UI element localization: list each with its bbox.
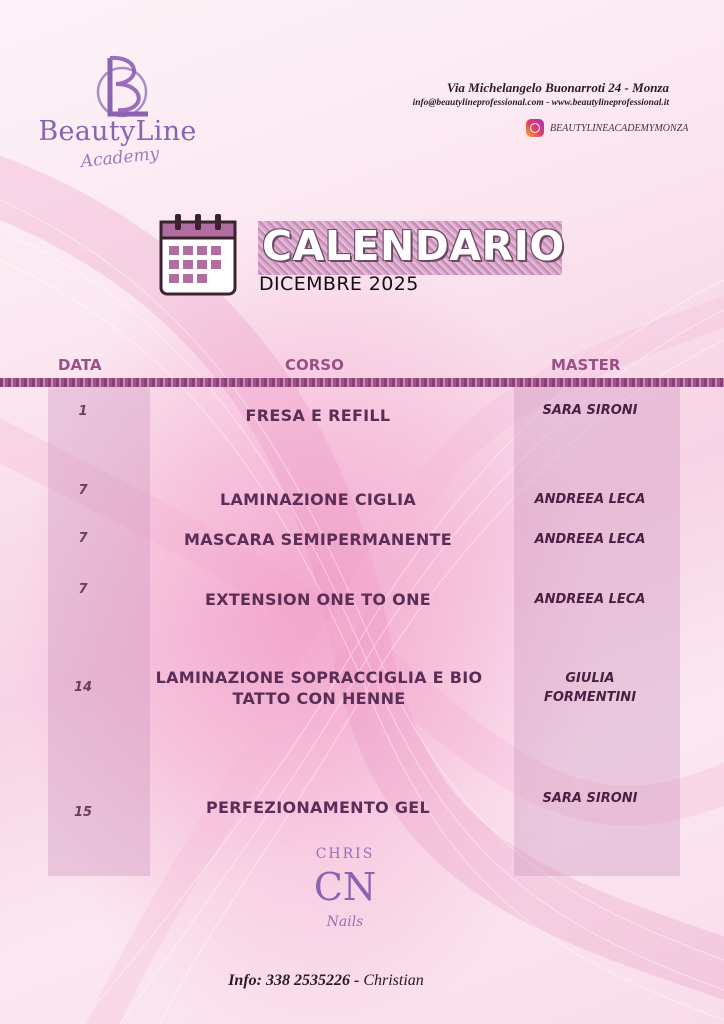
row-5-master: GIULIA FORMENTINI	[543, 671, 637, 705]
row-6-course: PERFEZIONAMENTO GEL	[205, 798, 431, 817]
chris-logo-monogram: CN	[313, 865, 377, 909]
row-3-date: 7	[78, 531, 88, 546]
bl-monogram-icon	[82, 52, 162, 122]
row-3-course: MASCARA SEMIPERMANENTE	[184, 530, 452, 549]
instagram-handle: BEAUTYLINEACADEMYMONZA	[550, 122, 689, 134]
date-column	[48, 387, 150, 876]
header-master: MASTER	[551, 356, 621, 374]
address: Via Michelangelo Buonarroti 24 - Monza	[446, 80, 669, 95]
info-separator: -	[353, 972, 360, 989]
header-date: DATA	[58, 356, 102, 374]
row-4-master: ANDREEA LECA	[534, 592, 646, 607]
row-5-date: 14	[73, 680, 93, 695]
row-2-course: LAMINAZIONE CIGLIA	[219, 490, 417, 509]
row-2-master: ANDREEA LECA	[534, 492, 646, 507]
info-name: Christian	[363, 972, 424, 989]
logo-sub: Academy	[79, 143, 161, 173]
footer-info	[0, 972, 652, 990]
instagram-link[interactable]	[526, 118, 688, 138]
row-3-master: ANDREEA LECA	[534, 532, 646, 547]
chris-logo-top: CHRIS	[315, 846, 375, 862]
month-label: DICEMBRE 2025	[259, 273, 419, 295]
contact-block	[413, 80, 669, 108]
beautyline-logo	[30, 52, 200, 182]
row-6-master: SARA SIRONI	[542, 791, 638, 806]
row-1-master: SARA SIRONI	[542, 403, 638, 418]
calendar-icon	[155, 210, 239, 302]
row-4-course: EXTENSION ONE TO ONE	[204, 590, 432, 609]
row-4-date: 7	[78, 582, 88, 597]
info-phone[interactable]: 338 2535226	[265, 972, 350, 989]
header-divider	[0, 378, 724, 387]
row-1-date: 1	[78, 404, 88, 419]
chris-nails-logo	[300, 840, 390, 940]
info-label: Info:	[228, 972, 262, 989]
email-website[interactable]: info@beautylineprofessional.com - www.beautylineprofessional.it	[412, 98, 669, 108]
chris-logo-bottom: Nails	[326, 914, 364, 930]
instagram-icon	[526, 119, 544, 137]
calendar-title: CALENDARIO	[262, 222, 565, 270]
header-course: CORSO	[285, 356, 344, 374]
logo-name: BeautyLine	[38, 116, 197, 147]
row-1-course: FRESA E REFILL	[245, 406, 391, 425]
row-2-date: 7	[78, 483, 88, 498]
row-6-date: 15	[73, 805, 93, 820]
row-5-course: LAMINAZIONE SOPRACCIGLIA E BIO TATTO CON HENNE	[155, 668, 483, 708]
